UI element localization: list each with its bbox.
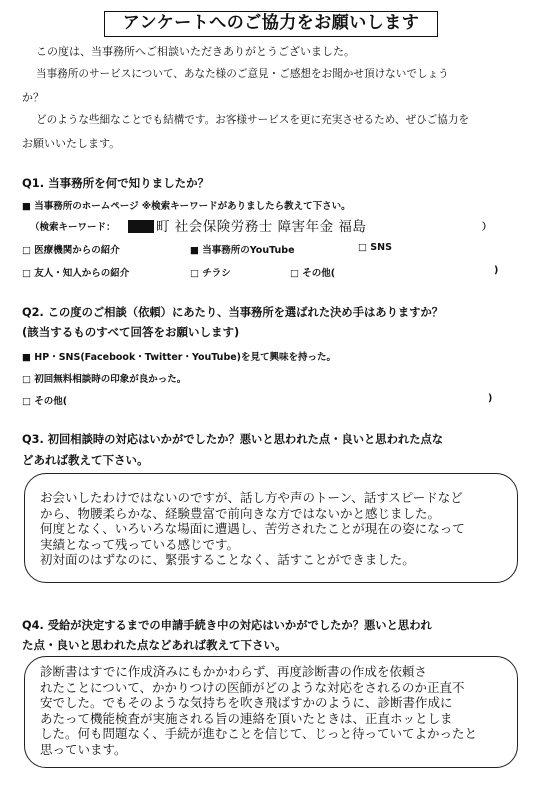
q4-answer	[40, 664, 510, 757]
q1-keyword-label: （検索キーワード：	[30, 222, 116, 233]
q2-option-hp[interactable]: ■ HP・SNS(Facebook・Twitter・YouTube)を見て興味を持った。	[22, 352, 337, 363]
q2-option-other-close: )	[488, 393, 493, 404]
q3-answer	[40, 490, 510, 568]
q1-keyword-value	[128, 215, 366, 235]
q4-answer-line: 安でした。でもそのような気持ちを吹き飛ばすかのように、診断書作成に	[40, 695, 453, 710]
q3-answer-line: 実績となって残っている感じです。	[40, 536, 240, 552]
q4-answer-line: あたって機能検査が実施される旨の連絡を頂いたときは、正直ホッとしま	[40, 710, 453, 726]
q1-option-medical[interactable]: □ 医療機関からの紹介	[22, 245, 120, 256]
q3-answer-line: 何度となく、いろいろな場面に遭遇し、苦労されたことが現在の姿になって	[40, 521, 465, 536]
intro-line-1: この度は、当事務所へご相談いただきありがとうございました。	[36, 45, 355, 58]
q2-question: Q2. この度のご相談（依頼）にあたり、当事務所を選ばれた決め手はありますか？	[22, 306, 444, 319]
q1-option-flyer[interactable]: □ チラシ	[190, 268, 231, 279]
q3-question-line-1: Q3. 初回相談時の対応はいかがでしたか？悪いと思われた点・良いと思われた点な	[22, 433, 444, 446]
q4-question-line-1: Q4. 受給が決定するまでの申請手続き中の対応はいかがでしたか？悪いと思われ	[22, 619, 432, 632]
q2-note: (該当するものすべて回答をお願いします)	[22, 325, 240, 339]
q1-keyword-text: 町 社会保険労務士 障害年金 福島	[156, 219, 367, 235]
q1-option-other-close: )	[494, 265, 499, 276]
q4-answer-line: した。何も問題なく、手続が進むことを信じて、じっと待っていてよかったと	[40, 726, 478, 741]
intro-line-3: か？	[22, 91, 44, 104]
intro-line-2: 当事務所のサービスについて、あなた様のご意見・ご感想をお聞かせ頂けないでしょう	[36, 68, 449, 80]
q2-option-free[interactable]: □ 初回無料相談時の印象が良かった。	[22, 374, 187, 385]
q1-option-youtube[interactable]: ■ 当事務所のYouTube	[190, 245, 295, 256]
intro-line-5: お願いいたします。	[22, 137, 121, 150]
q4-answer-line: 診断書はすでに作成済みにもかかわらず、再度診断書の作成を依頼さ	[40, 664, 427, 679]
q3-question-line-2: どあれば教えて下さい。	[22, 453, 149, 467]
q1-question: Q1. 当事務所を何で知りましたか？	[22, 176, 210, 190]
q4-answer-line: 思っています。	[40, 741, 127, 757]
q1-keyword-close: ）	[482, 222, 492, 233]
q4-answer-line: れたことについて、かかりつけの医師がどのような対応をされるのか正直不	[40, 679, 465, 695]
q3-answer-line: 初対面のはずなのに、緊張することなく、話すことができました。	[40, 552, 415, 567]
q3-answer-line: から、物腰柔らかな、経験豊富で前向きな方ではないかと感じました。	[40, 505, 441, 521]
q1-option-other[interactable]: □ その他(	[290, 268, 336, 279]
page-title: アンケートへのご協力をお願いします	[104, 11, 438, 37]
q4-question-line-2: た点・良いと思われた点などあれば教えて下さい。	[22, 638, 287, 652]
q1-option-sns[interactable]: □ SNS	[358, 242, 392, 253]
redaction-block	[128, 220, 154, 233]
q1-option-friend[interactable]: □ 友人・知人からの紹介	[22, 268, 130, 279]
intro-line-4: どのような些細なことでも結構です。お客様サービスを更に充実させるため、ぜひご協力を	[36, 114, 470, 126]
q2-option-other[interactable]: □ その他(	[22, 396, 68, 407]
q1-option-homepage[interactable]: ■ 当事務所のホームページ ※検索キーワードがありましたら教えて下さい。	[22, 201, 351, 212]
q3-answer-line: お会いしたわけではないのですが、話し方や声のトーン、話すスピードなど	[40, 490, 463, 505]
